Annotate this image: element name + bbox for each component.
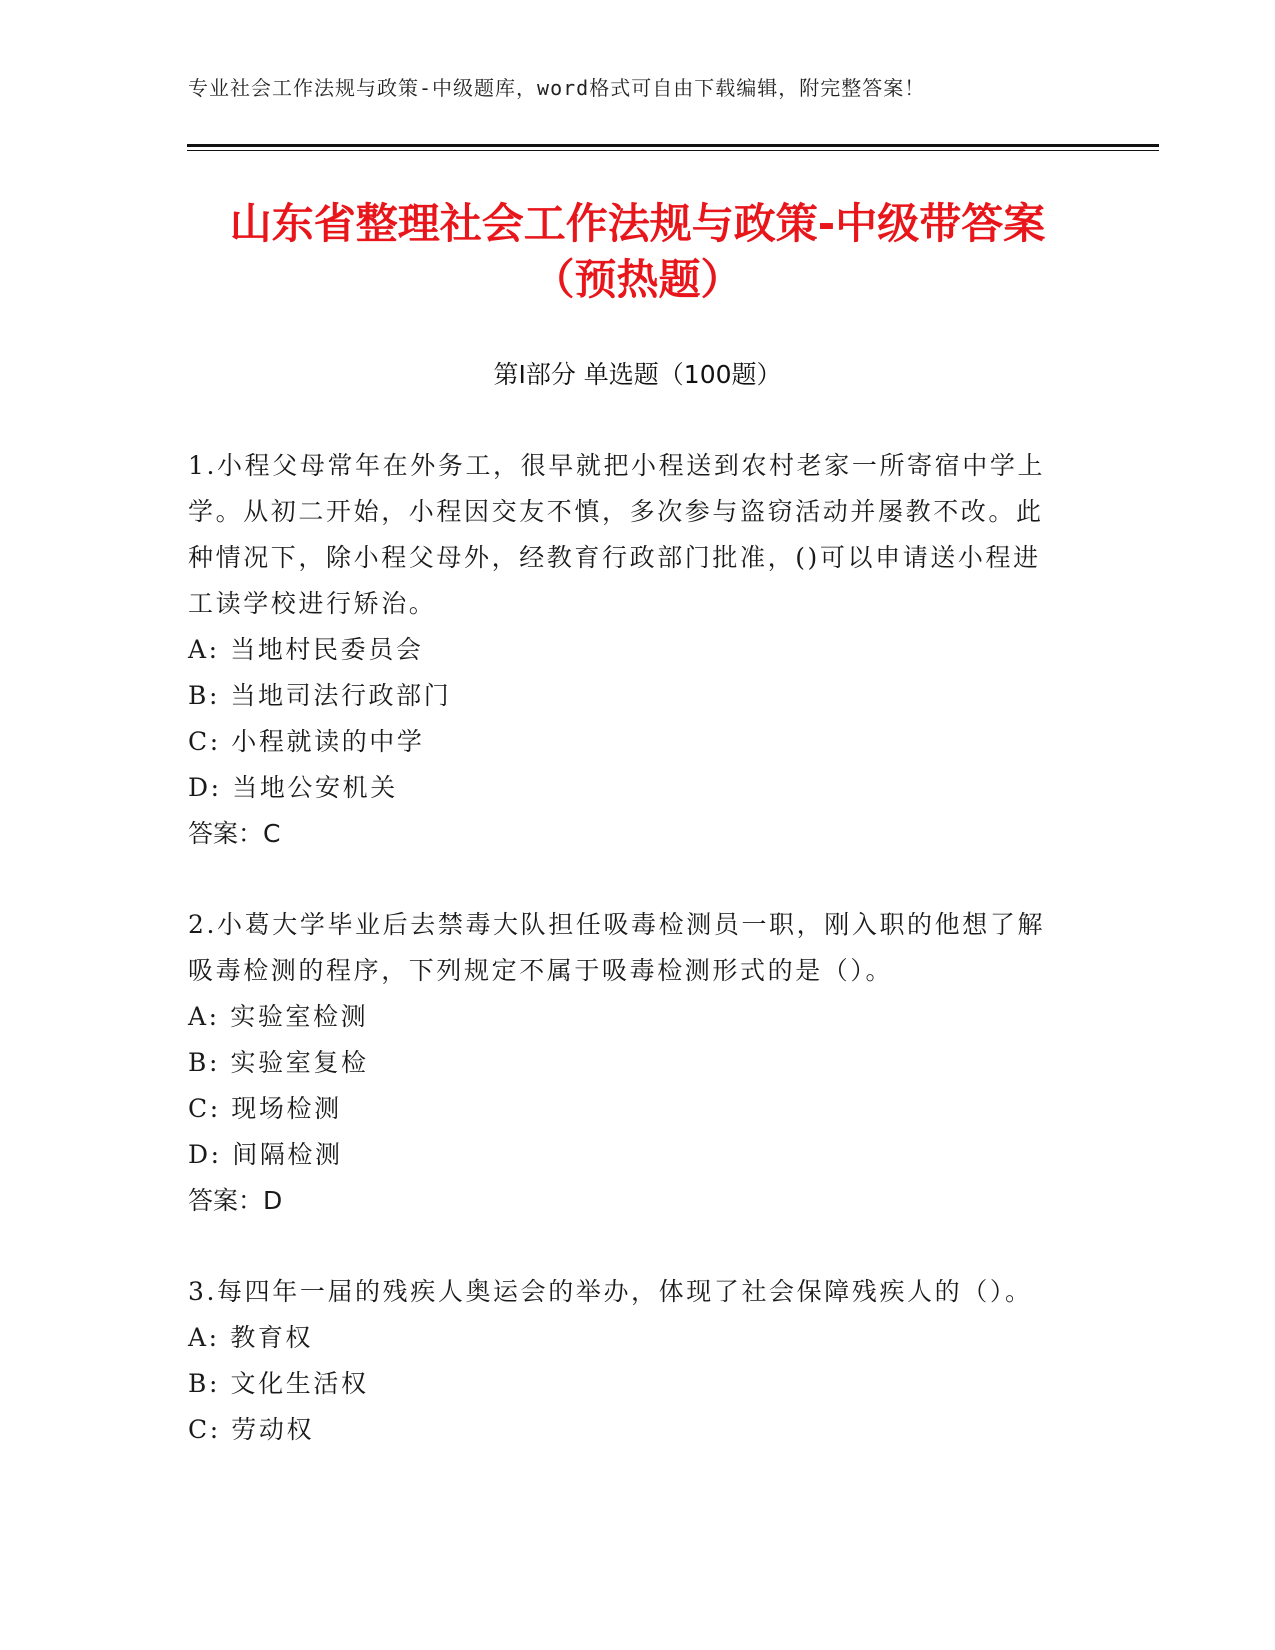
option-c: C: 小程就读的中学	[188, 727, 425, 756]
document-title	[120, 196, 1155, 308]
question-1	[188, 443, 1068, 857]
option-a: A: 实验室检测	[188, 1002, 369, 1031]
question-stem: 1.小程父母常年在外务工，很早就把小程送到农村老家一所寄宿中学上学。从初二开始，小程因交友不慎，多次参与盗窃活动并屡教不改。此种情况下，除小程父母外，经教育行政部门批准，()可以申请送小程进工读学校进行矫治。	[188, 451, 1046, 618]
option-b: B: 当地司法行政部门	[188, 681, 452, 710]
answer: 答案：D	[188, 1186, 283, 1215]
answer: 答案：C	[188, 819, 281, 848]
question-stem: 2.小葛大学毕业后去禁毒大队担任吸毒检测员一职，刚入职的他想了解吸毒检测的程序，下列规定不属于吸毒检测形式的是（）。	[188, 910, 1046, 985]
option-a: A: 教育权	[188, 1323, 314, 1352]
document-title-line-2: （预热题）	[532, 255, 743, 304]
section-title: 第Ⅰ部分 单选题（100题）	[493, 360, 782, 389]
option-a: A: 当地村民委员会	[188, 635, 424, 664]
question-3	[188, 1269, 1068, 1453]
header-rule-thick	[187, 144, 1159, 147]
option-c: C: 现场检测	[188, 1094, 342, 1123]
option-d: D: 间隔检测	[188, 1140, 343, 1169]
document-title-line-1: 山东省整理社会工作法规与政策-中级带答案	[229, 199, 1046, 248]
question-stem: 3.每四年一届的残疾人奥运会的举办，体现了社会保障残疾人的（）。	[188, 1277, 1033, 1306]
question-2	[188, 902, 1068, 1224]
option-b: B: 实验室复检	[188, 1048, 369, 1077]
option-c: C: 劳动权	[188, 1415, 315, 1444]
question-list	[188, 443, 1068, 1498]
option-b: B: 文化生活权	[188, 1369, 369, 1398]
header-rule-thin	[187, 150, 1159, 151]
header-note: 专业社会工作法规与政策-中级题库，word格式可自由下载编辑，附完整答案！	[188, 76, 926, 100]
option-d: D: 当地公安机关	[188, 773, 398, 802]
